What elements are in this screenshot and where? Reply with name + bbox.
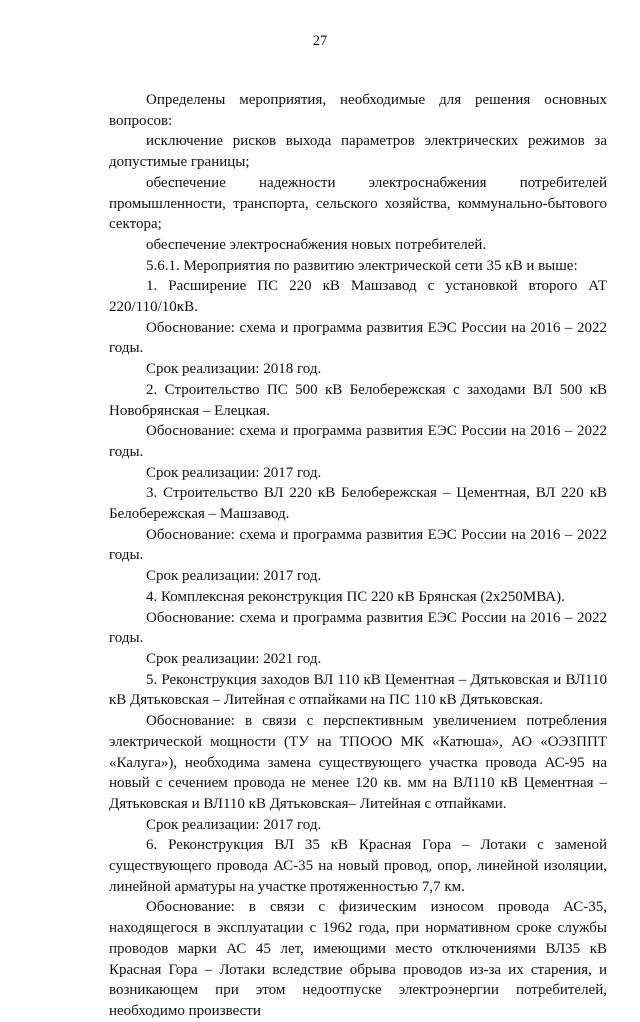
measure-5-justification: Обоснование: в связи с перспективным увеличением потребления электрической мощности (ТУ на ТПООО МК «Катюша», АО «ОЭЗППТ «Калуга»), необходима замена существующего участка провода АС-95 на новый с сечением провода не менее 120 кв. мм на ВЛ110 кВ Цементная – Дятьковская и ВЛ110 кВ Дятьковская– Литейная с отпайками.	[109, 713, 607, 812]
paragraph-goal-risks: исключение рисков выхода параметров электрических режимов за допустимые границы;	[109, 133, 607, 171]
measure-1-title: 1. Расширение ПС 220 кВ Машзавод с установкой второго АТ 220/110/10кВ.	[109, 278, 607, 316]
measure-4-title: 4. Комплексная реконструкция ПС 220 кВ Брянская (2х250МВА).	[146, 588, 565, 605]
section-heading-5-6-1: 5.6.1. Мероприятия по развитию электрической сети 35 кВ и выше:	[146, 257, 578, 274]
measure-3-deadline: Срок реализации: 2017 год.	[146, 568, 322, 585]
measure-3-title: 3. Строительство ВЛ 220 кВ Белобережская – Цементная, ВЛ 220 кВ Белобережская – Машзавод.	[109, 485, 607, 523]
measure-3-justification: Обоснование: схема и программа развития ЕЭС России на 2016 – 2022 годы.	[109, 526, 607, 564]
paragraph-intro: Определены мероприятия, необходимые для решения основных вопросов:	[109, 92, 607, 129]
measure-1-justification: Обоснование: схема и программа развития ЕЭС России на 2016 – 2022 годы.	[109, 319, 607, 357]
measure-6-title: 6. Реконструкция ВЛ 35 кВ Красная Гора – Лотаки с заменой существующего провода АС-35 на новый провод, опор, линейной изоляции, линейной арматуры на участке протяженностью 7,7 км.	[109, 837, 607, 895]
measure-6-justification: Обоснование: в связи с физическим износом провода АС-35, находящегося в эксплуатации с 1962 года, при нормативном сроке службы проводов марки АС 45 лет, имеющими место отключениями ВЛ35 кВ Красная Гора – Лотаки вследствие обрыва проводов из-за их старения, и возникающем при этом недоотпуске электроэнергии потребителей, необходимо произвести	[109, 899, 607, 1019]
document-body	[109, 90, 607, 1022]
paragraph-goal-reliability: обеспечение надежности электроснабжения потребителей промышленности, транспорта, сельского хозяйства, коммунально-бытового сектора;	[109, 174, 607, 233]
page-number: 27	[312, 33, 328, 49]
measure-4-justification: Обоснование: схема и программа развития ЕЭС России на 2016 – 2022 годы.	[109, 609, 607, 647]
measure-2-title: 2. Строительство ПС 500 кВ Белобережская с заходами ВЛ 500 кВ Новобрянская – Елецкая.	[109, 381, 607, 419]
measure-5-title: 5. Реконструкция заходов ВЛ 110 кВ Цементная – Дятьковская и ВЛ110 кВ Дятьковская – Литейная с отпайками на ПС 110 кВ Дятьковская.	[109, 671, 607, 709]
measure-2-deadline: Срок реализации: 2017 год.	[146, 464, 322, 481]
measure-5-deadline: Срок реализации: 2017 год.	[146, 816, 322, 833]
measure-2-justification: Обоснование: схема и программа развития ЕЭС России на 2016 – 2022 годы.	[109, 423, 607, 460]
measure-4-deadline: Срок реализации: 2021 год.	[146, 650, 322, 667]
paragraph-goal-new-consumers: обеспечение электроснабжения новых потребителей.	[146, 236, 487, 253]
measure-1-deadline: Срок реализации: 2018 год.	[146, 361, 322, 378]
